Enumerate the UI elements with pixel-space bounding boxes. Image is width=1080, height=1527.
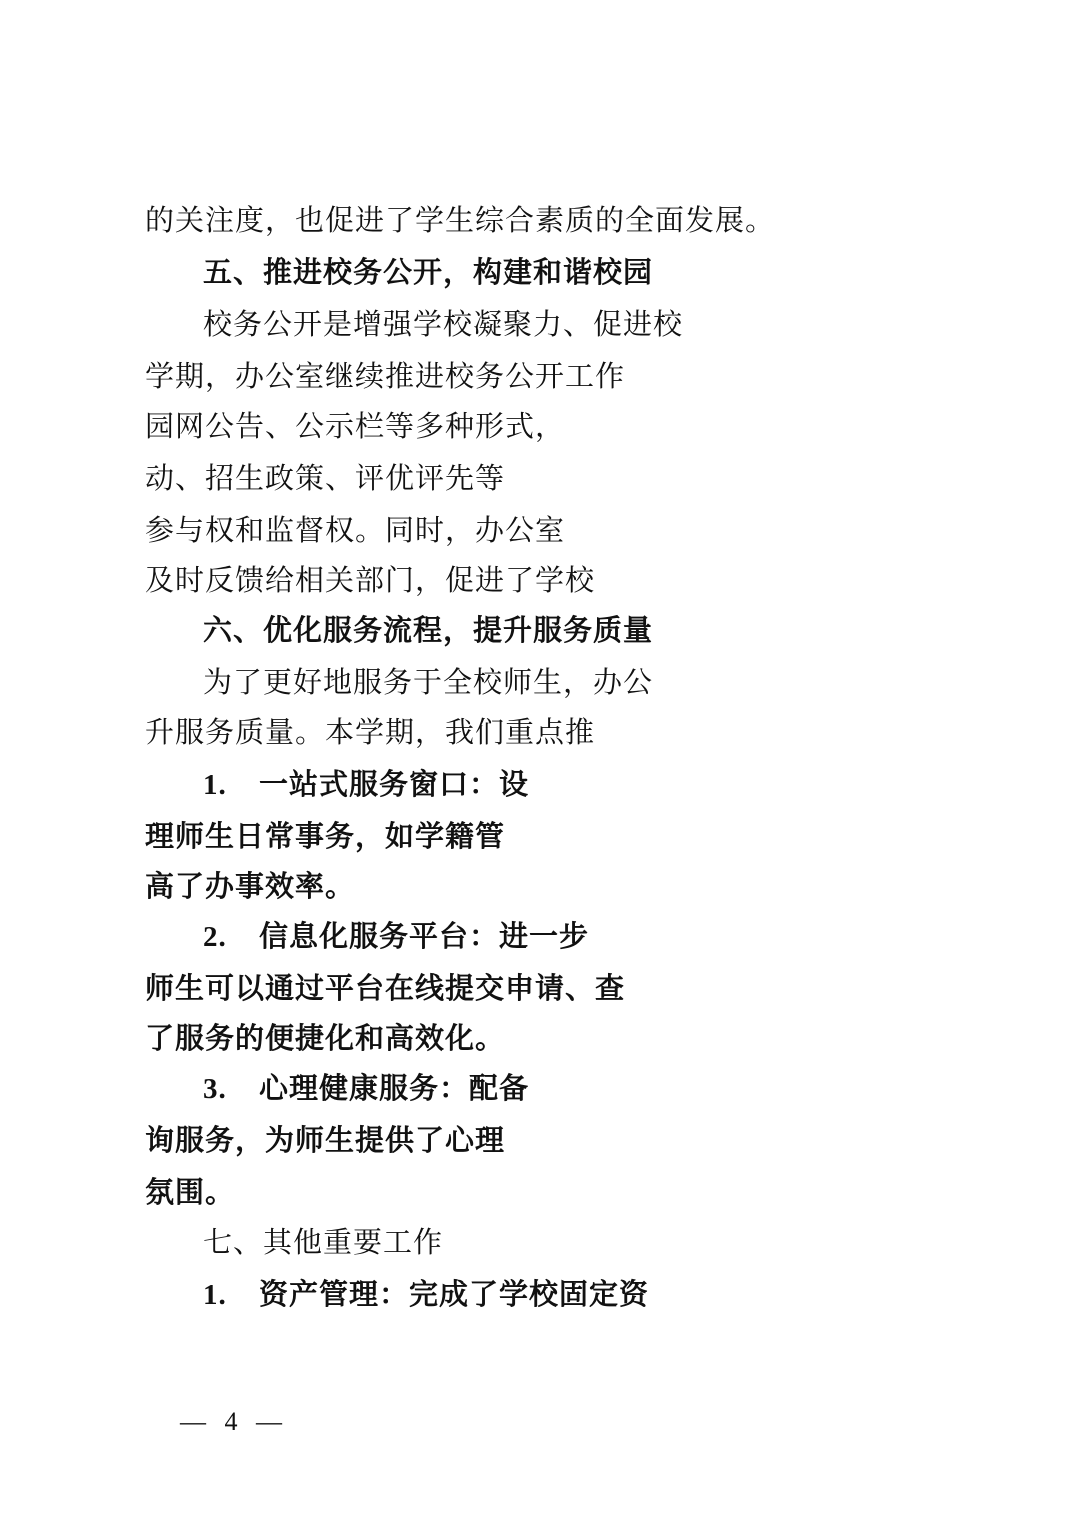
list-item-1-assets xyxy=(203,1274,649,1315)
paragraph-line: 高了办事效率。 xyxy=(145,869,356,903)
list-item-3 xyxy=(203,1068,529,1109)
paragraph-line: 的关注度，也促进了学生综合素质的全面发展。 xyxy=(145,203,776,237)
list-number: 1. xyxy=(203,1279,227,1311)
list-item-1 xyxy=(203,764,529,805)
paragraph-line: 校务公开是增强学校凝聚力、促进校 xyxy=(203,307,684,341)
paragraph-line: 询服务，为师生提供了心理 xyxy=(145,1123,506,1157)
paragraph-line: 理师生日常事务，如学籍管 xyxy=(145,819,506,853)
page-number: — 4 — xyxy=(180,1407,288,1436)
paragraph-line: 园网公告、公示栏等多种形式， xyxy=(145,409,566,443)
paragraph-line: 及时反馈给相关部门，促进了学校 xyxy=(145,563,596,597)
section-heading-6: 六、优化服务流程，提升服务质量 xyxy=(203,613,654,647)
list-item-text: 一站式服务窗口：设 xyxy=(259,767,530,801)
paragraph-line: 氛围。 xyxy=(145,1175,236,1209)
paragraph-line: 升服务质量。本学期，我们重点推 xyxy=(145,715,596,749)
list-number: 2. xyxy=(203,921,227,953)
paragraph-line: 学期，办公室继续推进校务公开工作 xyxy=(145,359,626,393)
paragraph-line: 了服务的便捷化和高效化。 xyxy=(145,1021,506,1055)
section-heading-7: 七、其他重要工作 xyxy=(203,1225,444,1259)
list-number: 1. xyxy=(203,769,227,801)
paragraph-line: 为了更好地服务于全校师生，办公 xyxy=(203,665,654,699)
list-item-2 xyxy=(203,916,589,957)
paragraph-line: 师生可以通过平台在线提交申请、查 xyxy=(145,971,626,1005)
list-item-text: 心理健康服务：配备 xyxy=(259,1071,530,1105)
list-number: 3. xyxy=(203,1073,227,1105)
list-item-text: 信息化服务平台：进一步 xyxy=(259,919,590,953)
paragraph-line: 动、招生政策、评优评先等 xyxy=(145,461,506,495)
section-heading-5: 五、推进校务公开，构建和谐校园 xyxy=(203,255,654,289)
paragraph-line: 参与权和监督权。同时，办公室 xyxy=(145,513,566,547)
list-item-text: 资产管理：完成了学校固定资 xyxy=(259,1277,650,1311)
